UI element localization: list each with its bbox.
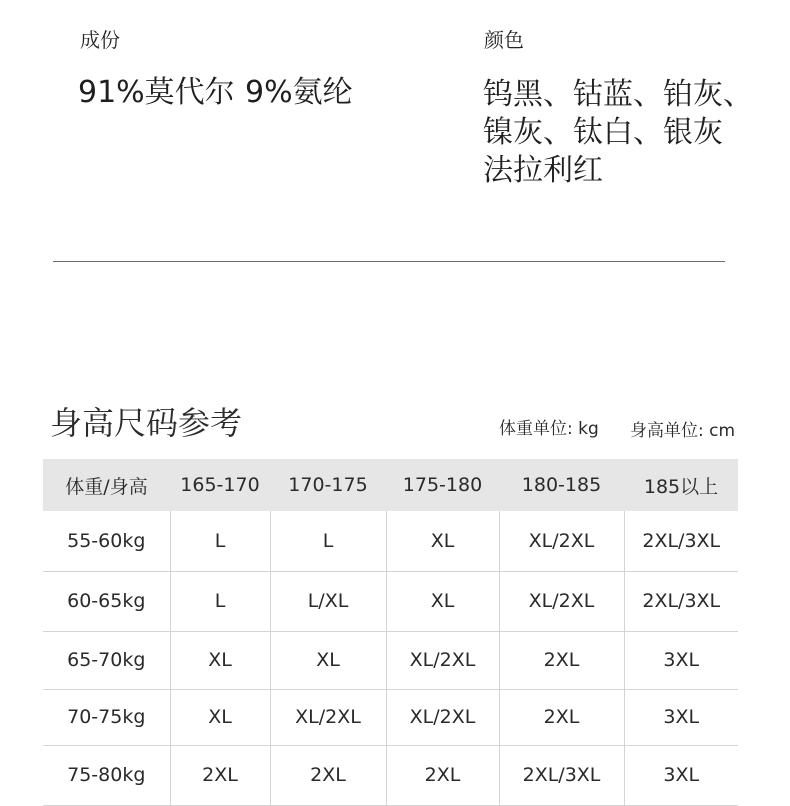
color-line-2: 镍灰、钛白、银灰 bbox=[483, 115, 723, 150]
size-cell: 2XL bbox=[499, 689, 624, 745]
row-weight-cell: 70-75kg bbox=[43, 689, 170, 745]
header-height-185-plus: 185以上 bbox=[624, 459, 738, 511]
color-line-3: 法拉利红 bbox=[483, 153, 603, 188]
size-cell: 3XL bbox=[624, 689, 738, 745]
header-height-165-170: 165-170 bbox=[170, 459, 270, 511]
size-cell: XL bbox=[270, 631, 386, 689]
size-cell: 2XL bbox=[170, 745, 270, 805]
size-cell: 2XL bbox=[270, 745, 386, 805]
size-cell: XL bbox=[170, 631, 270, 689]
size-cell: L bbox=[270, 511, 386, 571]
size-cell: L bbox=[170, 511, 270, 571]
size-cell: XL/2XL bbox=[386, 689, 499, 745]
size-cell: 2XL/3XL bbox=[624, 571, 738, 631]
size-cell: XL bbox=[386, 511, 499, 571]
size-cell: XL/2XL bbox=[386, 631, 499, 689]
size-cell: 2XL/3XL bbox=[624, 511, 738, 571]
row-weight-cell: 65-70kg bbox=[43, 631, 170, 689]
header-height-175-180: 175-180 bbox=[386, 459, 499, 511]
colors-label: 颜色 bbox=[484, 28, 524, 52]
table-row bbox=[43, 745, 738, 805]
row-weight-cell: 60-65kg bbox=[43, 571, 170, 631]
height-unit-note: 身高单位: cm bbox=[630, 421, 736, 441]
size-cell: L bbox=[170, 571, 270, 631]
size-chart-table bbox=[43, 459, 738, 806]
table-row bbox=[43, 511, 738, 571]
weight-unit-note: 体重单位: kg bbox=[499, 419, 599, 439]
composition-part-modal: 91%莫代尔 bbox=[78, 75, 235, 110]
size-cell: XL/2XL bbox=[499, 571, 624, 631]
table-row bbox=[43, 571, 738, 631]
size-section-title: 身高尺码参考 bbox=[50, 404, 243, 442]
composition-part-spandex: 9%氨纶 bbox=[245, 75, 353, 110]
size-cell: 3XL bbox=[624, 745, 738, 805]
size-cell: XL bbox=[170, 689, 270, 745]
size-cell: 2XL bbox=[499, 631, 624, 689]
composition-label: 成份 bbox=[80, 28, 120, 52]
table-row bbox=[43, 631, 738, 689]
color-line-1: 钨黑、钴蓝、铂灰、 bbox=[483, 77, 753, 112]
size-cell: XL bbox=[386, 571, 499, 631]
size-cell: 2XL bbox=[386, 745, 499, 805]
size-cell: XL/2XL bbox=[499, 511, 624, 571]
size-cell: 2XL/3XL bbox=[499, 745, 624, 805]
row-weight-cell: 55-60kg bbox=[43, 511, 170, 571]
table-header-row bbox=[43, 459, 738, 511]
header-height-170-175: 170-175 bbox=[270, 459, 386, 511]
size-cell: 3XL bbox=[624, 631, 738, 689]
size-cell: L/XL bbox=[270, 571, 386, 631]
header-height-180-185: 180-185 bbox=[499, 459, 624, 511]
header-weight-height: 体重/身高 bbox=[43, 459, 170, 511]
color-list bbox=[483, 76, 753, 190]
section-divider bbox=[53, 261, 725, 262]
row-weight-cell: 75-80kg bbox=[43, 745, 170, 805]
size-cell: XL/2XL bbox=[270, 689, 386, 745]
table-row bbox=[43, 689, 738, 745]
